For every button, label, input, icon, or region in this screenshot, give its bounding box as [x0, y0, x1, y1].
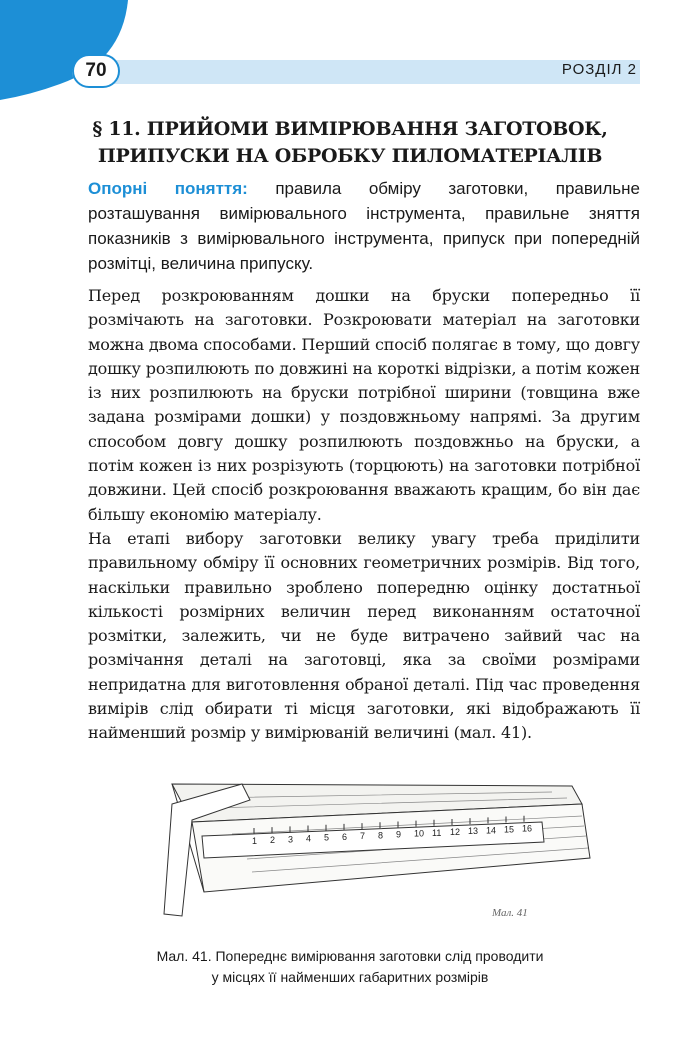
ruler-mark: 3 — [288, 834, 294, 845]
ruler-mark: 12 — [450, 826, 461, 837]
figure-41-illustration — [112, 764, 632, 944]
ruler-mark: 14 — [486, 825, 497, 836]
ruler-mark: 9 — [396, 829, 402, 840]
key-concepts-text: правила обміру заготовки, правильне розташування вимірювального інструмента, правильне зняття показників з вимірювального інструмента, припуск при попередній розмітці, величина припуску. — [88, 179, 640, 273]
ruler-mark: 7 — [360, 831, 366, 842]
caption-line-1: Мал. 41. Попереднє вимірювання заготовки слід проводити — [156, 948, 544, 964]
figure-caption — [90, 946, 610, 988]
ruler-mark: 16 — [522, 823, 533, 834]
page-number: 70 — [72, 54, 120, 88]
paragraph-2: На етапі вибору заготовки велику увагу треба приділити правильному обміру її основних геометричних розмірів. Від того, наскільки правильно зроблено попередню оцінку достатньої кількості розмірних величин перед виконанням остаточної розмітки, залежить, чи не буде витрачено зайвий час на розмічання деталі на заготовці, яка за своїми розмірами непридатна для виготовлення обраної деталі. Під час проведення вимірів слід обирати ті місця заготовки, які відображають її найменший розмір у вимірюваній величині (мал. 41). — [88, 528, 640, 743]
body-text — [88, 284, 640, 746]
ruler-mark: 13 — [468, 826, 479, 837]
ruler-mark: 8 — [378, 830, 384, 841]
key-concepts-label: Опорні поняття: — [88, 179, 248, 198]
page-title — [80, 116, 620, 170]
header-band — [72, 60, 640, 84]
ruler-mark: 5 — [324, 832, 330, 843]
key-concepts — [88, 176, 640, 276]
ruler-mark: 6 — [342, 831, 348, 842]
corner-decoration — [0, 0, 140, 110]
caption-line-2: у місцях її найменших габаритних розмірів — [211, 969, 489, 985]
title-line-1: § 11. ПРИЙОМИ ВИМІРЮВАННЯ ЗАГОТОВОК, — [92, 118, 608, 140]
figure-signature: Мал. 41 — [492, 907, 528, 919]
paragraph-1: Перед розкроюванням дошки на бруски попередньо її розмічають на заготовки. Розкроювати матеріал на заготовки можна двома способами. Перший спосіб полягає в тому, що довгу дошку розпилюють по довжині на короткі відрізки, а потім кожен із них розпилюють на бруски потрібної ширини (товщина вже задана розмірами дошки) у поздовжньому напрямі. За другим способом довгу дошку розпилюють поздовжньо на бруски, а потім кожен із них розрізують (торцюють) на заготовки потрібної довжини. Цей спосіб розкроювання вважають кращим, бо він дає більшу економію матеріалу. — [88, 286, 640, 524]
ruler-mark: 2 — [270, 835, 276, 846]
ruler-mark: 11 — [432, 827, 442, 838]
section-label: РОЗДІЛ 2 — [561, 61, 637, 78]
ruler-mark: 10 — [414, 828, 425, 839]
ruler-mark: 15 — [504, 824, 515, 835]
ruler-mark: 4 — [306, 833, 312, 844]
ruler-mark: 1 — [252, 836, 258, 846]
title-line-2: ПРИПУСКИ НА ОБРОБКУ ПИЛОМАТЕРІАЛІВ — [97, 145, 603, 167]
